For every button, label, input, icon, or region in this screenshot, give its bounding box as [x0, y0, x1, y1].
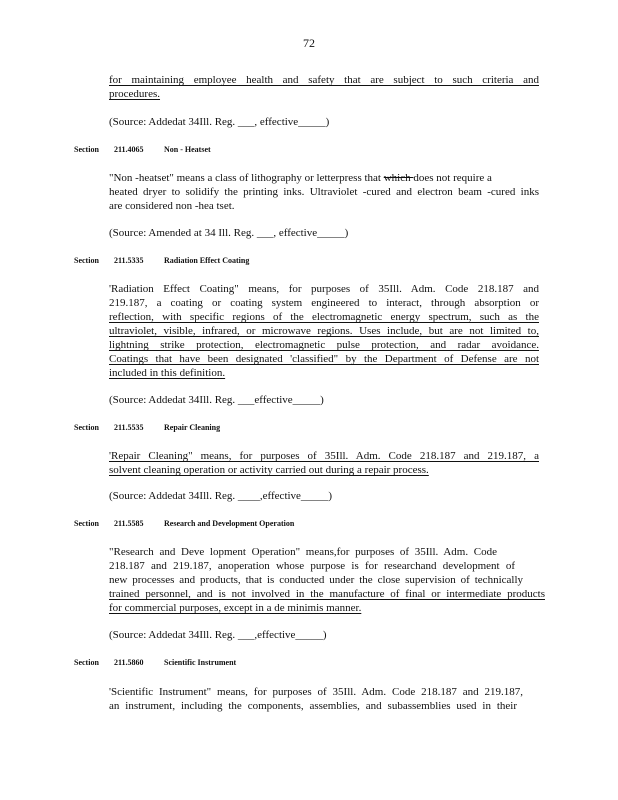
text-line: for commercial purposes, except in a de minimis manner.	[109, 602, 362, 614]
section-label: Section	[74, 519, 99, 528]
text-line: included in this definition.	[109, 367, 226, 379]
section-number: 211.5585	[114, 519, 144, 528]
text-segment: does not require a	[413, 172, 492, 184]
text-line: heated dryer to solidify the printing inks. Ultraviolet -cured and electron beam -cured inks	[109, 186, 539, 198]
section-title: Scientific Instrument	[164, 658, 237, 667]
text-line: for maintaining employee health and safety that are subject to such criteria and	[109, 74, 539, 86]
section-number: 211.5535	[114, 423, 144, 432]
definition-paragraph	[109, 449, 539, 477]
text-line: Coatings that have been designated 'classified" by the Department of Defense are not	[109, 353, 539, 365]
source-note: (Source: Amended at 34 Ill. Reg. ___, effective_____)	[109, 227, 349, 239]
section-number: 211.5860	[114, 658, 144, 667]
continuation-paragraph	[109, 73, 539, 101]
text-line: solvent cleaning operation or activity carried out during a repair process.	[109, 464, 429, 476]
source-note: (Source: Addedat 34Ill. Reg. ___,effective_____)	[109, 629, 327, 641]
section-title: Repair Cleaning	[164, 423, 221, 432]
definition-paragraph	[109, 545, 545, 615]
text-line: 'Radiation Effect Coating" means, for purposes of 35Ill. Adm. Code 218.187 and	[109, 283, 539, 295]
text-line: 218.187 and 219.187, anoperation whose purpose is for researchand development of	[109, 560, 515, 572]
section-title: Non - Heatset	[164, 145, 211, 154]
section-label: Section	[74, 423, 99, 432]
text-line: procedures.	[109, 88, 161, 100]
section-heading	[74, 423, 250, 432]
text-line: an instrument, including the components, assemblies, and subassemblies used in their	[109, 700, 517, 712]
text-line: 'Repair Cleaning" means, for purposes of 35Ill. Adm. Code 218.187 and 219.187, a	[109, 450, 539, 462]
definition-paragraph	[109, 685, 539, 713]
struck-text: which	[383, 172, 414, 184]
section-heading	[74, 256, 294, 265]
section-label: Section	[74, 145, 99, 154]
source-note: (Source: Addedat 34Ill. Reg. ____,effective_____)	[109, 490, 333, 502]
definition-paragraph	[109, 282, 539, 380]
text-line: "Research and Deve lopment Operation" means,for purposes of 35Ill. Adm. Code	[109, 546, 497, 558]
section-label: Section	[74, 256, 99, 265]
page-number: 72	[303, 36, 315, 50]
section-heading	[74, 519, 362, 528]
text-line: reflection, with specific regions of the electromagnetic energy spectrum, such as the	[109, 311, 539, 323]
section-number: 211.4065	[114, 145, 144, 154]
text-line: lightning strike protection, electromagnetic pulse protection, and radar avoidance.	[109, 339, 539, 351]
section-label: Section	[74, 658, 99, 667]
text-line: ultraviolet, visible, infrared, or microwave regions. Uses include, but are not limited to,	[109, 325, 539, 337]
text-line: trained personnel, and is not involved in the manufacture of final or intermediate products	[109, 588, 545, 600]
text-line: 'Scientific Instrument" means, for purposes of 35Ill. Adm. Code 218.187 and 219.187,	[109, 686, 523, 698]
text-line: new processes and products, that is conducted under the close supervision of technically	[109, 574, 523, 586]
source-note: (Source: Addedat 34Ill. Reg. ___effective_____)	[109, 394, 324, 406]
section-title: Radiation Effect Coating	[164, 256, 250, 265]
definition-paragraph	[109, 171, 539, 213]
text-line	[109, 171, 539, 185]
text-line: are considered non -hea tset.	[109, 200, 235, 212]
section-number: 211.5335	[114, 256, 144, 265]
source-note: (Source: Addedat 34Ill. Reg. ___, effective_____)	[109, 116, 330, 128]
section-heading	[74, 658, 274, 667]
section-heading	[74, 145, 211, 154]
text-line: 219.187, a coating or coating system engineered to interact, through absorption or	[109, 297, 539, 309]
text-segment: "Non -heatset" means a class of lithography or letterpress that	[109, 172, 384, 184]
section-title: Research and Development Operation	[164, 519, 295, 528]
